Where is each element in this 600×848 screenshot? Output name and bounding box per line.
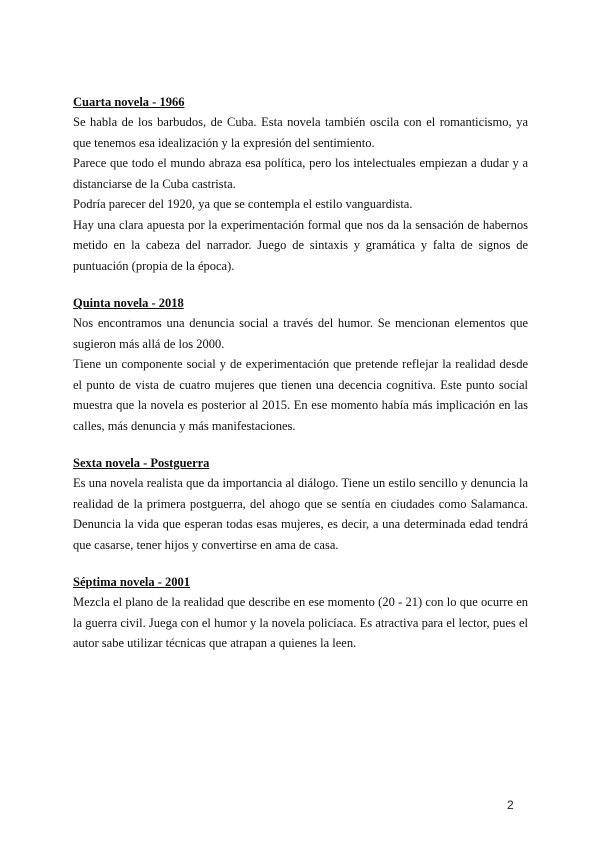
paragraph: Parece que todo el mundo abraza esa política, pero los intelectuales empiezan a dudar y a distanciarse de la Cuba castrista. bbox=[73, 156, 528, 191]
section-septima-novela bbox=[73, 573, 528, 654]
section-sexta-novela bbox=[73, 454, 528, 555]
section-heading: Quinta novela - 2018 bbox=[73, 296, 184, 310]
paragraph: Nos encontramos una denuncia social a través del humor. Se mencionan elementos que sugieron más allá de los 2000. bbox=[73, 316, 528, 351]
section-quinta-novela bbox=[73, 294, 528, 436]
paragraph: Podría parecer del 1920, ya que se contempla el estilo vanguardista. bbox=[73, 197, 413, 211]
paragraph: Tiene un componente social y de experimentación que pretende reflejar la realidad desde el punto de vista de cuatro mujeres que tienen una decencia cognitiva. Este punto social muestra que la novela es posterior al 2015. En ese momento había más implicación en las calles, más denuncia y más manifestaciones. bbox=[73, 357, 528, 433]
paragraph: Es una novela realista que da importancia al diálogo. Tiene un estilo sencillo y denuncia la realidad de la primera postguerra, del ahogo que se sentía en ciudades como Salamanca. Denuncia la vida que esperan todas esas mujeres, es decir, a una determinada edad tendrá que casarse, tener hijos y convertirse en ama de casa. bbox=[73, 476, 528, 552]
section-cuarta-novela bbox=[73, 93, 528, 276]
section-heading: Sexta novela - Postguerra bbox=[73, 456, 210, 470]
paragraph: Se habla de los barbudos, de Cuba. Esta novela también oscila con el romanticismo, ya que tenemos esa idealización y la expresión del sentimiento. bbox=[73, 115, 528, 150]
paragraph: Hay una clara apuesta por la experimentación formal que nos da la sensación de habernos metido en la cabeza del narrador. Juego de sintaxis y gramática y falta de signos de puntuación (propia de la época). bbox=[73, 217, 528, 273]
section-heading: Cuarta novela - 1966 bbox=[73, 95, 185, 109]
paragraph: Mezcla el plano de la realidad que describe en ese momento (20 - 21) con lo que ocurre en la guerra civil. Juega con el humor y la novela policíaca. Es atractiva para el lector, pues el autor sabe utilizar técnicas que atrapan a quienes la leen. bbox=[73, 595, 528, 650]
page-number: 2 bbox=[507, 798, 514, 812]
document-page bbox=[73, 93, 528, 672]
section-heading: Séptima novela - 2001 bbox=[73, 575, 191, 589]
